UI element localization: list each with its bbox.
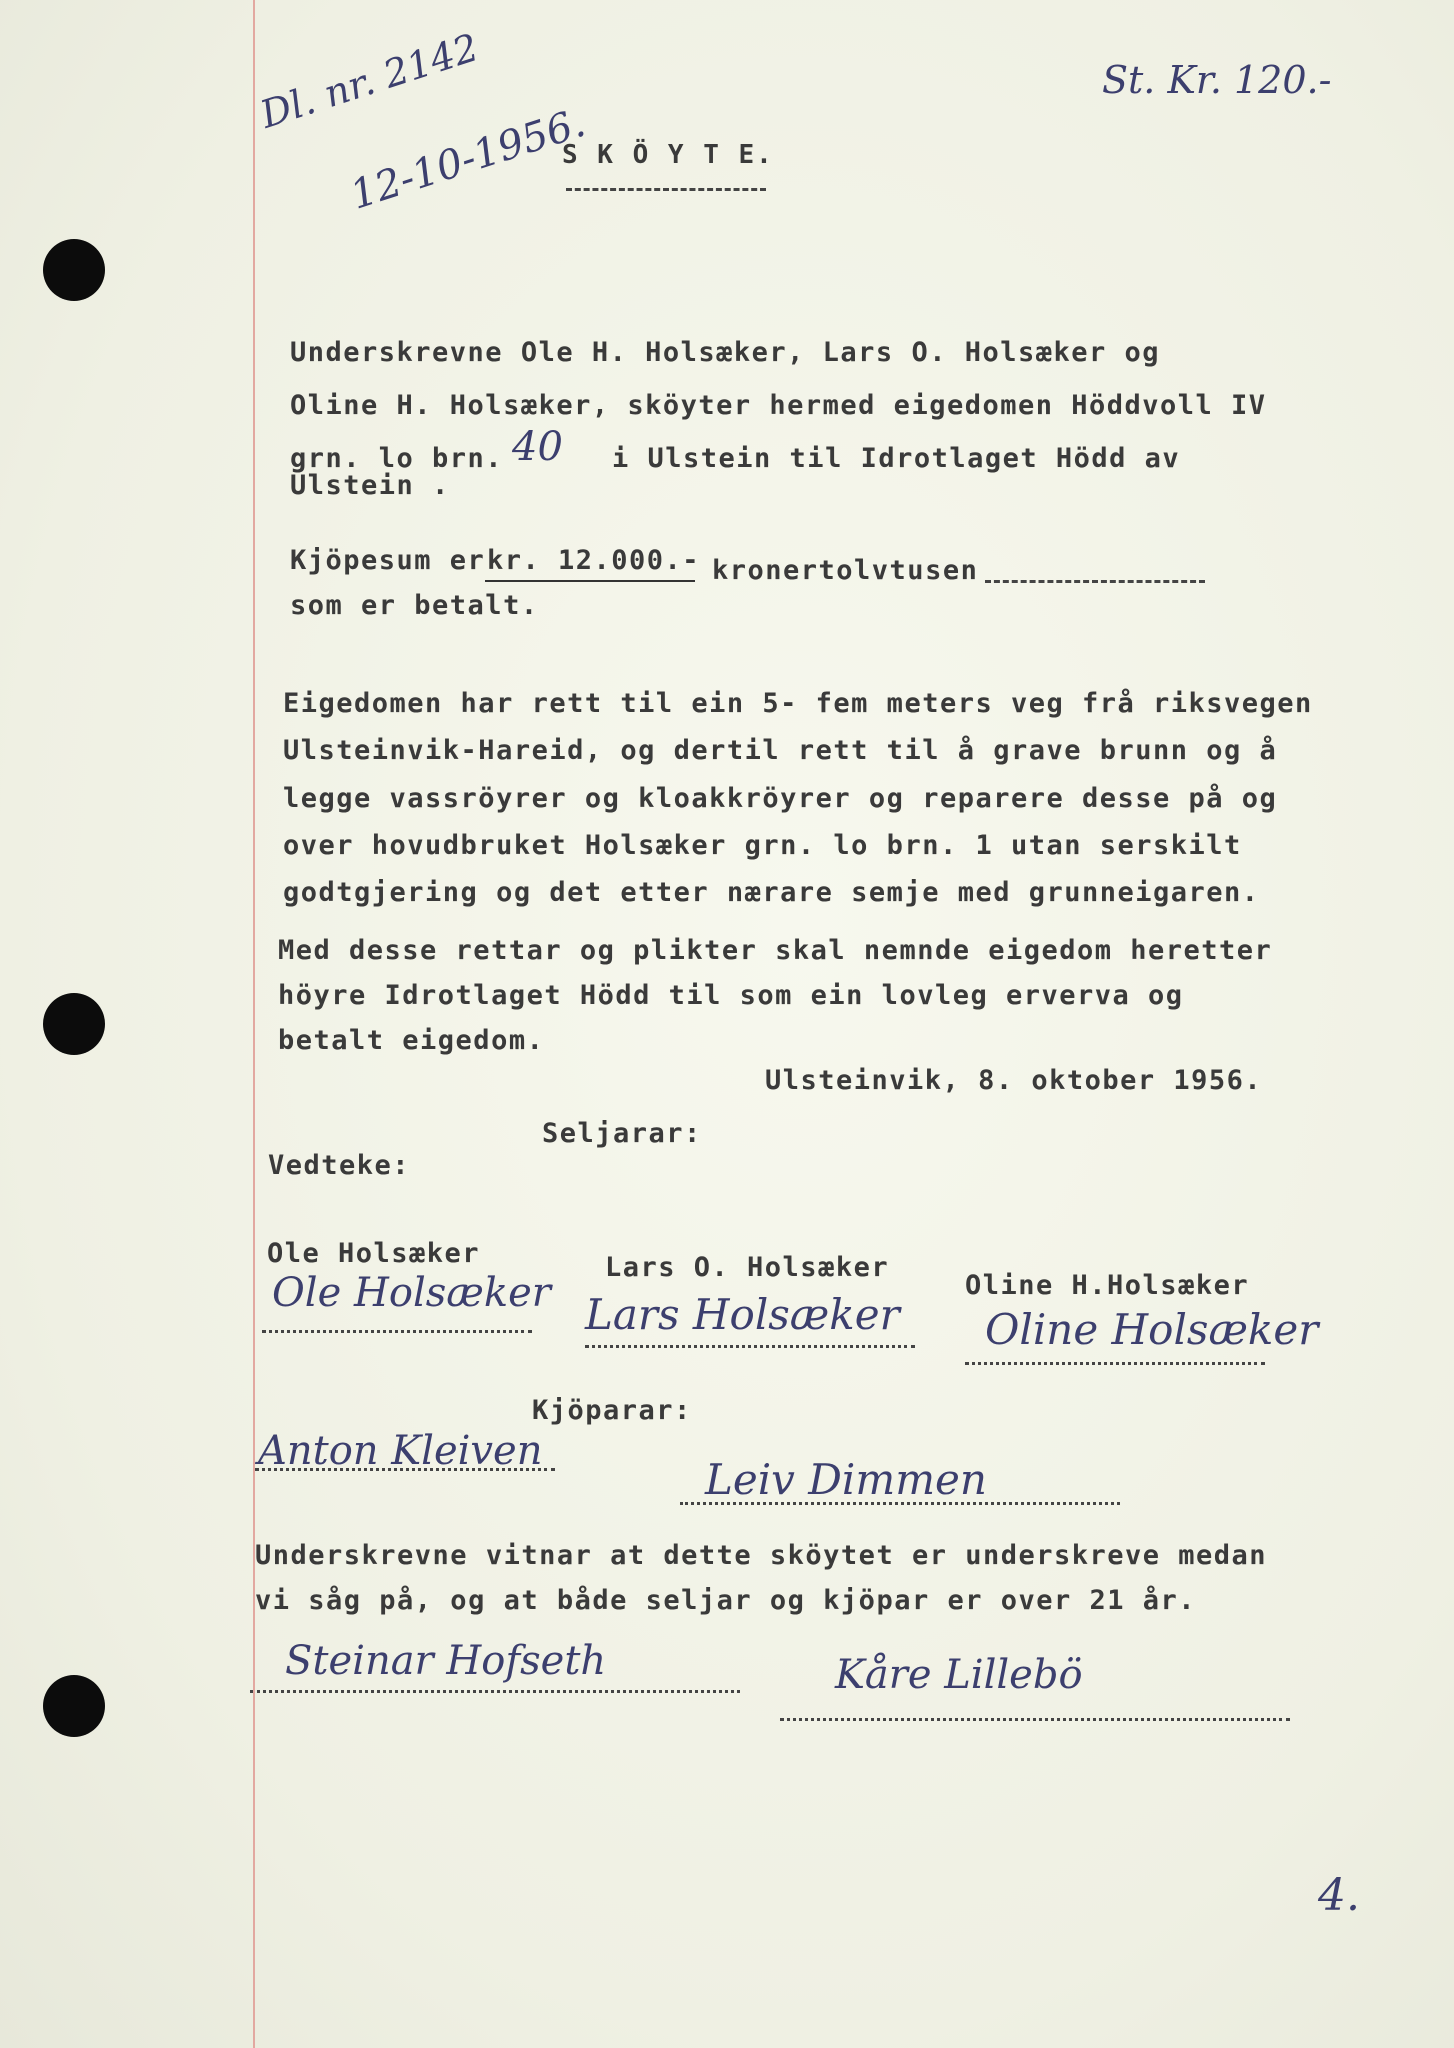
rights-line-1: Eigedomen har rett til ein 5- fem meters veg frå riksvegen xyxy=(283,688,1313,719)
obligations-line-1: Med desse rettar og plikter skal nemnde eigedom heretter xyxy=(278,935,1273,966)
buyer-sign-line-2 xyxy=(680,1502,1120,1505)
obligations-line-3: betalt eigedom. xyxy=(278,1025,545,1056)
punch-hole-bottom xyxy=(43,1675,105,1737)
seller-sign-line-3 xyxy=(965,1362,1265,1365)
witness-signature-1: Steinar Hofseth xyxy=(285,1638,607,1684)
brn-handwritten: 40 xyxy=(512,424,563,470)
buyer-sign-line-1 xyxy=(255,1468,555,1471)
witness-sign-line-1 xyxy=(250,1690,740,1693)
seller-name-2: Lars O. Holsæker xyxy=(605,1252,890,1283)
amount-underline xyxy=(485,580,695,582)
seller-signature-3: Oline Holsæker xyxy=(985,1305,1319,1354)
document-title: S K Ö Y T E. xyxy=(562,140,774,170)
purchase-label: Kjöpesum er xyxy=(290,545,486,576)
fee-note: St. Kr. 120.- xyxy=(1102,58,1332,102)
witness-sign-line-2 xyxy=(780,1718,1290,1721)
rights-line-3: legge vassröyrer og kloakkröyrer og reparere desse på og xyxy=(283,783,1278,814)
punch-hole-top xyxy=(43,239,105,301)
seller-sign-line-1 xyxy=(262,1330,532,1333)
corner-mark: 4. xyxy=(1318,1870,1360,1921)
paragraph1-line1: Underskrevne Ole H. Holsæker, Lars O. Holsæker og xyxy=(290,337,1161,368)
witness-signature-2: Kåre Lillebö xyxy=(835,1652,1083,1698)
paragraph1-line3-start: grn. lo brn. xyxy=(290,443,504,474)
registration-date-note: 12-10-1956. xyxy=(345,99,591,219)
rights-line-5: godtgjering og det etter nærare semje med grunneigaren. xyxy=(283,877,1260,908)
paragraph1-line3-end: i Ulstein til Idrotlaget Hödd av xyxy=(612,443,1181,474)
registration-number-note: Dl. nr. 2142 xyxy=(255,25,484,137)
buyers-heading: Kjöparar: xyxy=(532,1395,692,1426)
paid-line: som er betalt. xyxy=(290,590,539,621)
paragraph1-line2: Oline H. Holsæker, sköyter hermed eigedomen Höddvoll IV xyxy=(290,390,1267,421)
amount-dash-fill xyxy=(985,580,1205,583)
buyer-signature-2: Leiv Dimmen xyxy=(705,1455,987,1504)
place-date: Ulsteinvik, 8. oktober 1956. xyxy=(765,1065,1263,1096)
seller-sign-line-2 xyxy=(585,1345,915,1348)
title-underline xyxy=(566,188,766,191)
witness-statement-line-1: Underskrevne vitnar at dette sköytet er underskreve medan xyxy=(255,1540,1268,1571)
buyer-signature-1: Anton Kleiven xyxy=(258,1428,543,1474)
margin-rule xyxy=(253,0,255,2048)
amount-words: kronertolvtusen xyxy=(712,555,979,586)
purchase-amount: kr. 12.000.- xyxy=(487,545,701,576)
rights-line-4: over hovudbruket Holsæker grn. lo brn. 1 utan serskilt xyxy=(283,830,1242,861)
seller-name-3: Oline H.Holsæker xyxy=(965,1270,1250,1301)
witness-statement-line-2: vi såg på, og at både seljar og kjöpar er over 21 år. xyxy=(255,1585,1197,1616)
punch-hole-middle xyxy=(43,993,105,1055)
rights-line-2: Ulsteinvik-Hareid, og dertil rett til å grave brunn og å xyxy=(283,735,1278,766)
obligations-line-2: höyre Idrotlaget Hödd til som ein lovleg erverva og xyxy=(278,980,1184,1011)
seller-name-1: Ole Holsæker xyxy=(267,1238,481,1269)
seller-signature-2: Lars Holsæker xyxy=(585,1290,900,1339)
seller-signature-1: Ole Holsæker xyxy=(272,1270,551,1316)
witness-label: Vedteke: xyxy=(268,1150,411,1181)
paragraph1-line4: Ulstein . xyxy=(290,470,450,501)
sellers-heading: Seljarar: xyxy=(542,1118,702,1149)
